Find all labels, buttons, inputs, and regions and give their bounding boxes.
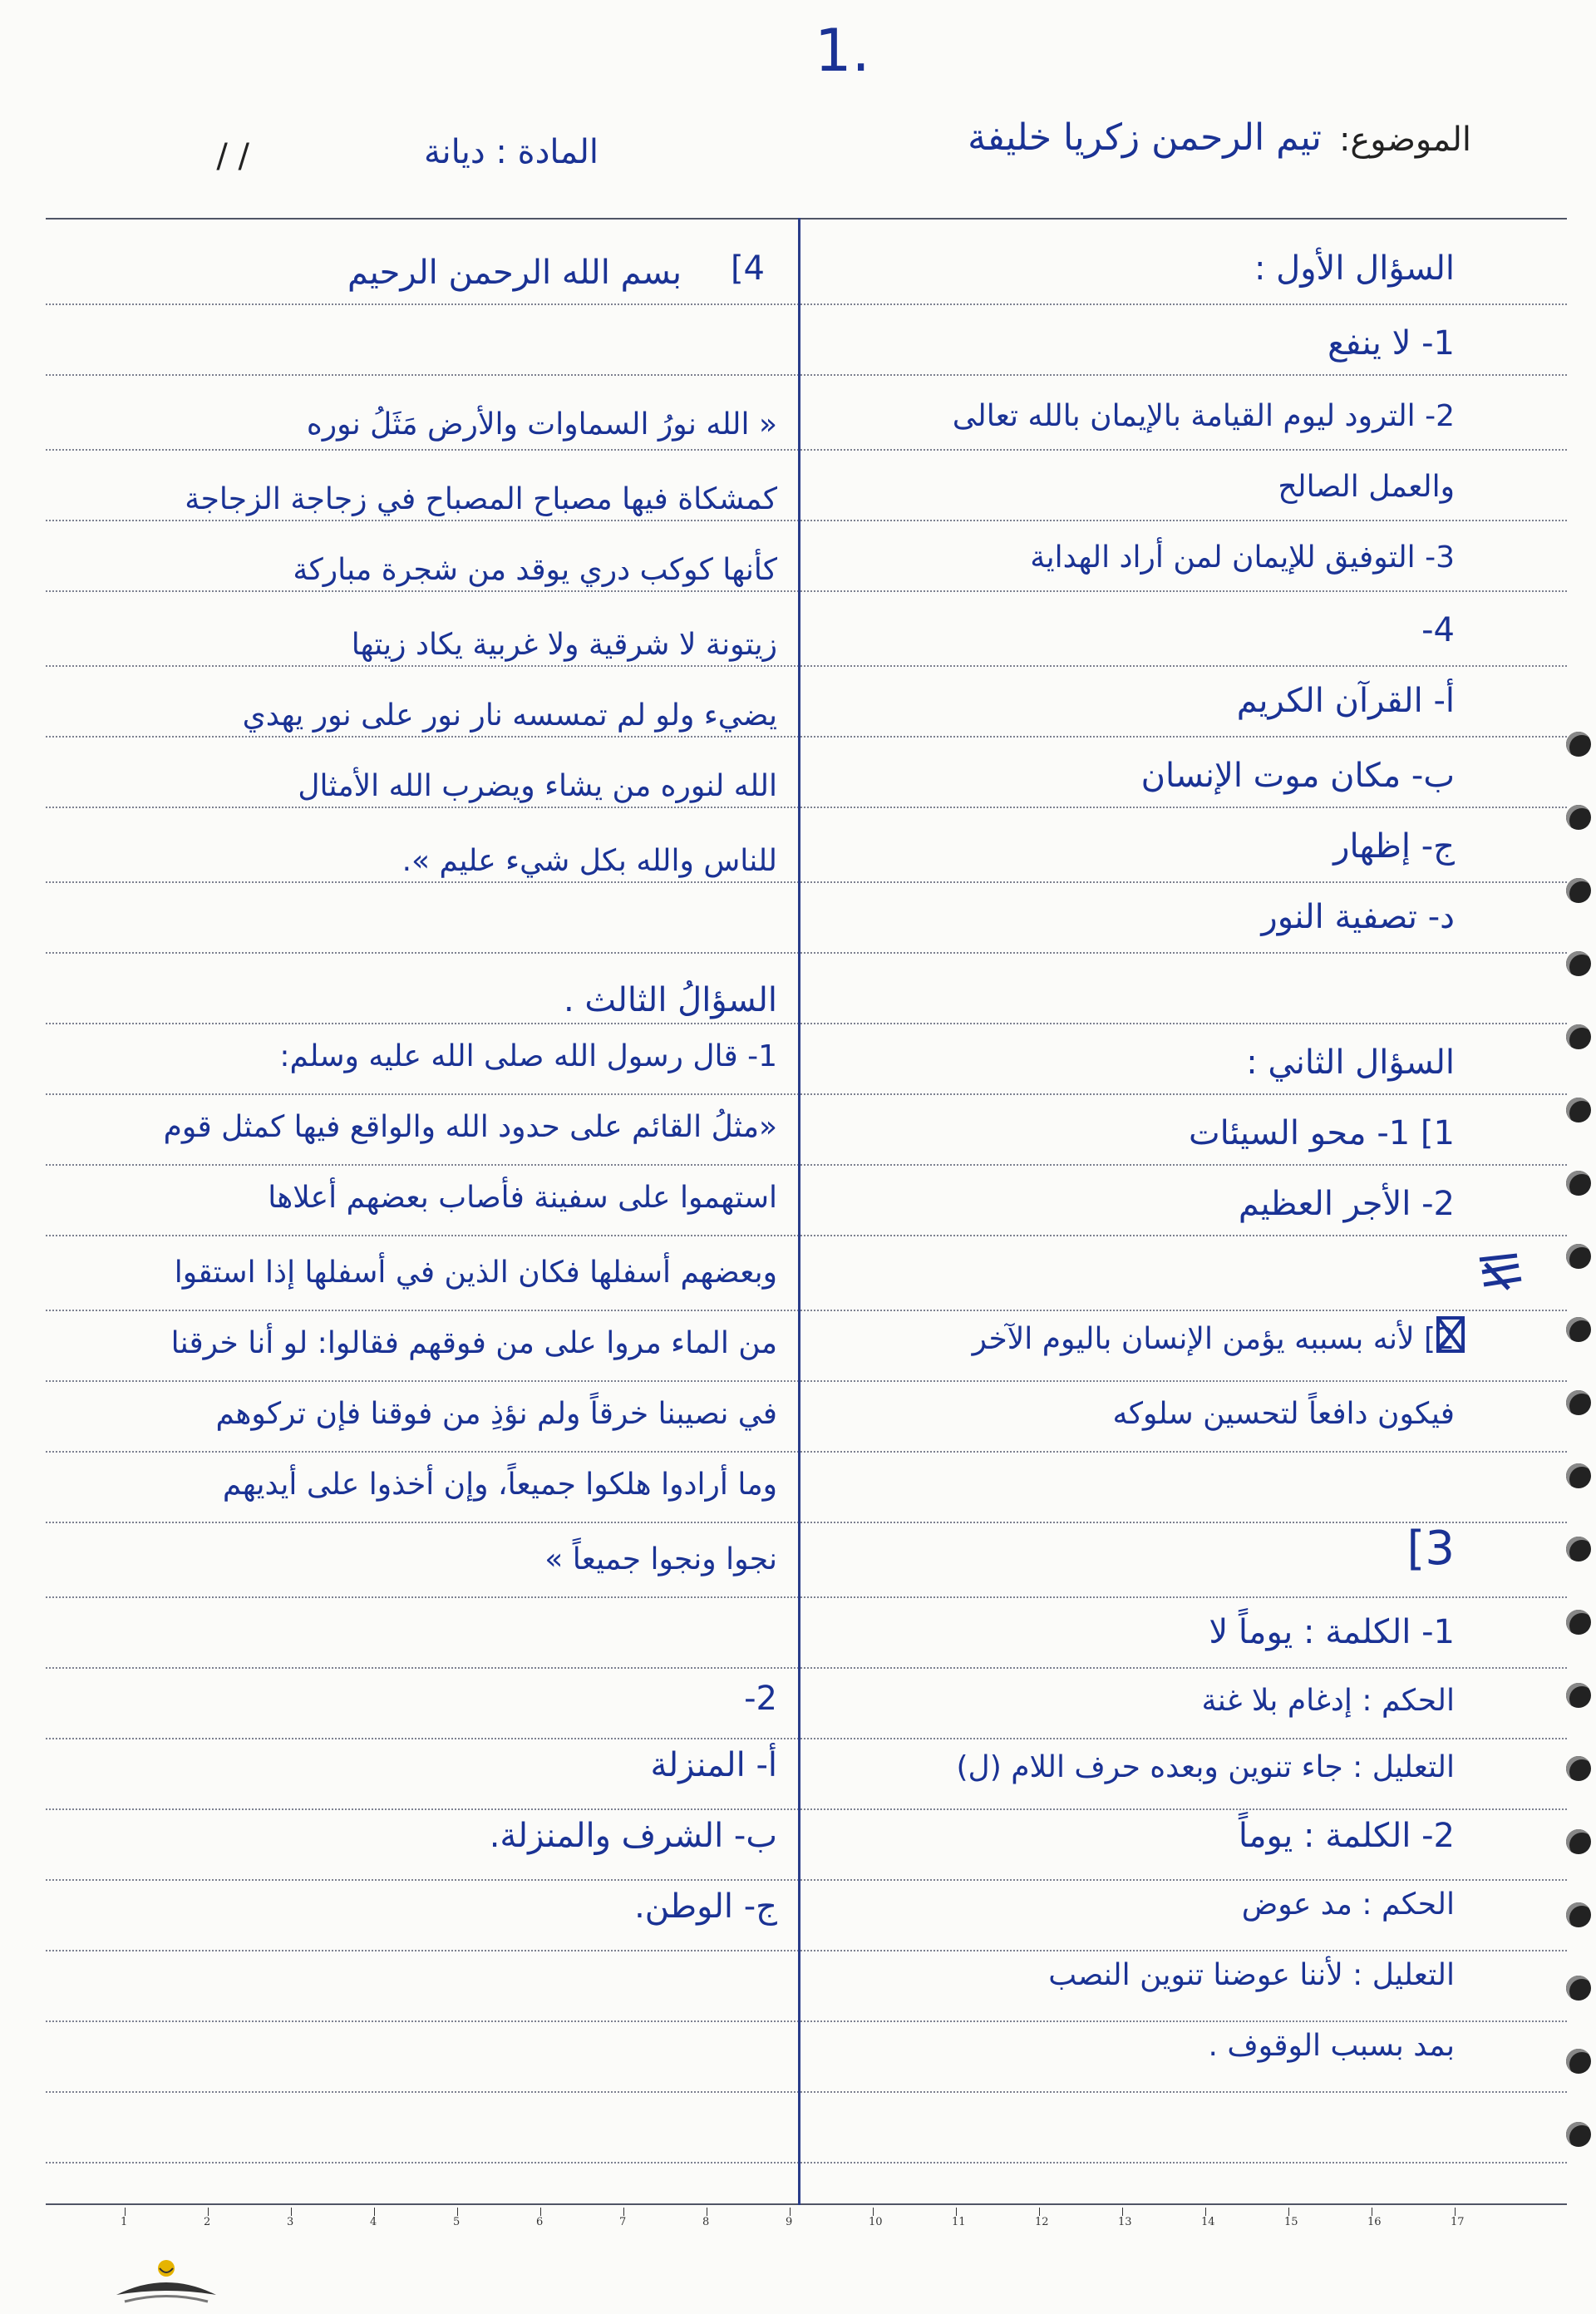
spiral-ring (1566, 732, 1591, 757)
q1-item-4a: أ- القرآن الكريم (1236, 682, 1455, 720)
spiral-ring (1566, 1317, 1591, 1342)
column-divider (798, 218, 800, 2205)
ruler-tick (291, 2208, 292, 2216)
ruler-tick (208, 2208, 209, 2216)
q3-r-item-3: التعليل : جاء تنوين وبعده حرف اللام (ل) (956, 1750, 1455, 1784)
ruled-line (46, 1451, 1567, 1453)
q3-2-item-a: أ- المنزلة (650, 1746, 777, 1784)
basmala: بسم الله الرحمن الرحيم (347, 254, 682, 292)
ruled-line (46, 1522, 1567, 1523)
q3-r-item-1: 1- الكلمة : يوماً لا (1209, 1613, 1455, 1651)
q1-item-3: 3- التوفيق للإيمان لمن أراد الهداية (1030, 540, 1455, 575)
spiral-ring (1566, 1902, 1591, 1927)
spiral-ring (1566, 1829, 1591, 1854)
ruler-label: 6 (536, 2216, 544, 2228)
ruler-label: 12 (1035, 2216, 1049, 2228)
spiral-ring (1566, 2122, 1591, 2147)
q3-1-line-2: «مثلُ القائم على حدود الله والواقع فيها كمثل قوم (163, 1110, 777, 1144)
ruler-label: 5 (453, 2216, 461, 2228)
q2-item-3-cont: فيكون دافعاً لتحسين سلوكه (1112, 1397, 1455, 1431)
spiral-ring (1566, 2049, 1591, 2074)
ruler-tick (1288, 2208, 1289, 2216)
q3-r-item-6: التعليل : لأننا عوضنا تنوين النصب (1048, 1958, 1455, 1992)
q3-marker: 3] (1406, 1522, 1455, 1576)
q3-1-line-3: استهموا على سفينة فأصاب بعضهم أعلاها (268, 1181, 777, 1215)
spiral-ring (1566, 1390, 1591, 1415)
spiral-ring (1566, 1244, 1591, 1269)
ruler-label: 13 (1118, 2216, 1132, 2228)
publisher-logo-icon (108, 2253, 224, 2312)
scribble-icon (1475, 1247, 1525, 1297)
q2-item-3: 2] لأنه بسببه يؤمن الإنسان باليوم الآخر (972, 1322, 1455, 1356)
spiral-ring (1566, 1024, 1591, 1049)
ruler-tick (790, 2208, 791, 2216)
ruled-line (46, 1093, 1567, 1095)
ruler-tick (1039, 2208, 1040, 2216)
verse-line-7: للناس والله بكل شيء عليم ». (401, 844, 777, 878)
ruled-line (46, 303, 1567, 305)
spiral-ring (1566, 1098, 1591, 1122)
ruler-label: 2 (204, 2216, 211, 2228)
q1-title: السؤال الأول : (1254, 249, 1455, 288)
spiral-ring (1566, 1171, 1591, 1196)
ruled-line (46, 1596, 1567, 1598)
ruler (46, 2208, 1509, 2233)
ruled-line (46, 2091, 1567, 2093)
q1-item-2: 2- الترود ليوم القيامة بالإيمان بالله تعالى (952, 399, 1455, 433)
q3-r-item-5: الحكم : مد عوض (1241, 1887, 1455, 1922)
ruler-label: 10 (869, 2216, 883, 2228)
spiral-ring (1566, 1683, 1591, 1708)
scribble-icon (1430, 1310, 1471, 1359)
ruled-line (46, 952, 1567, 954)
ruler-tick (1122, 2208, 1123, 2216)
ruled-line (46, 1738, 1567, 1739)
q3-2-label: 2- (744, 1680, 777, 1718)
ruler-tick (125, 2208, 126, 2216)
q1-item-2-cont: والعمل الصالح (1278, 470, 1455, 504)
spiral-ring (1566, 878, 1591, 903)
q3-1-line-4: وبعضهم أسفلها فكان الذين في أسفلها إذا استقوا (174, 1256, 777, 1290)
spiral-binding (1563, 732, 1596, 2228)
ruled-line (46, 1023, 1567, 1024)
ruler-tick (374, 2208, 375, 2216)
q3-1-line-1: 1- قال رسول الله صلى الله عليه وسلم: (279, 1039, 777, 1073)
ruler-label: 15 (1284, 2216, 1298, 2228)
q3-1-line-6: في نصيبنا خرقاً ولم نؤذِ من فوقنا فإن تركوهم (215, 1397, 777, 1431)
q3-2-item-c: ج- الوطن. (634, 1887, 777, 1926)
subject-label: الموضوع: (1338, 121, 1471, 159)
ruler-tick (457, 2208, 458, 2216)
q4-marker: 4] (730, 249, 765, 288)
q1-item-4c: ج- إظهار (1333, 827, 1455, 866)
verse-line-4: زيتونة لا شرقية ولا غربية يكاد زيتها (351, 628, 777, 662)
spiral-ring (1566, 1537, 1591, 1562)
ruled-line (46, 1235, 1567, 1236)
q2-item-2: 2- الأجر العظيم (1238, 1185, 1455, 1223)
ruled-line (46, 1380, 1567, 1382)
ruler-tick (1455, 2208, 1456, 2216)
q1-item-1: 1- لا ينفع (1328, 324, 1455, 363)
q3-r-item-4: 2- الكلمة : يوماً (1238, 1817, 1455, 1855)
verse-line-3: كأنها كوكب دري يوقد من شجرة مباركة (293, 553, 777, 587)
ruler-label: 4 (370, 2216, 377, 2228)
q3-r-item-2: الحكم : إدغام بلا غنة (1201, 1684, 1455, 1718)
ruler-tick (956, 2208, 957, 2216)
spiral-ring (1566, 805, 1591, 830)
ruler-tick (623, 2208, 624, 2216)
spiral-ring (1566, 1756, 1591, 1781)
course-label: المادة : ديانة (424, 133, 598, 171)
verse-line-2: كمشكاة فيها مصباح المصباح في زجاجة الزجاجة (185, 482, 777, 516)
ruler-label: 9 (786, 2216, 793, 2228)
q3-1-line-7: وما أرادوا هلكوا جميعاً، وإن أخذوا على أيديهم (222, 1468, 777, 1502)
ruled-line (46, 1808, 1567, 1810)
q2-title: السؤال الثاني : (1246, 1044, 1455, 1082)
ruled-line (46, 807, 1567, 808)
ruler-label: 11 (952, 2216, 966, 2228)
subject-value: تيم الرحمن زكريا خليفة (968, 116, 1322, 159)
ruler-tick (873, 2208, 874, 2216)
spiral-ring (1566, 1976, 1591, 2001)
ruler-label: 8 (702, 2216, 710, 2228)
page-bottom-line (46, 2203, 1567, 2205)
q1-item-4b: ب- مكان موت الإنسان (1140, 757, 1455, 795)
spiral-ring (1566, 1463, 1591, 1488)
page-number: 1. (815, 17, 870, 85)
ruled-line (46, 218, 1567, 220)
q3-1-line-8: نجوا ونجوا جميعاً » (544, 1542, 777, 1576)
q3-2-item-b: ب- الشرف والمنزلة. (489, 1817, 777, 1855)
ruler-tick (1205, 2208, 1206, 2216)
spiral-ring (1566, 951, 1591, 976)
q2-item-1: 1] 1- محو السيئات (1189, 1114, 1455, 1152)
ruled-line (46, 2162, 1567, 2164)
q3-title: السؤالُ الثالث . (564, 981, 777, 1019)
ruler-tick (540, 2208, 541, 2216)
ruler-label: 7 (619, 2216, 627, 2228)
q3-r-item-7: بمد بسبب الوقوف . (1208, 2029, 1455, 2063)
ruler-label: 16 (1367, 2216, 1382, 2228)
ruled-line (46, 520, 1567, 521)
ruled-line (46, 590, 1567, 592)
ruled-line (46, 374, 1567, 376)
verse-line-6: الله لنوره من يشاء ويضرب الله الأمثال (298, 769, 777, 803)
ruled-line (46, 2020, 1567, 2022)
ruler-label: 3 (287, 2216, 294, 2228)
q1-item-4: 4- (1421, 611, 1455, 649)
ruled-line (46, 449, 1567, 451)
spiral-ring (1566, 1610, 1591, 1635)
ruled-line (46, 1879, 1567, 1881)
ruled-line (46, 1164, 1567, 1166)
q3-1-line-5: من الماء مروا على من فوقهم فقالوا: لو أنا خرقنا (170, 1326, 777, 1360)
ruler-label: 1 (121, 2216, 128, 2228)
verse-line-1: « الله نورُ السماوات والأرض مَثَلُ نوره (306, 407, 777, 442)
q1-item-4d: د- تصفية النور (1261, 898, 1455, 936)
ruled-line (46, 665, 1567, 667)
ruled-line (46, 1310, 1567, 1311)
ruled-line (46, 881, 1567, 883)
ruled-line (46, 1950, 1567, 1951)
verse-line-5: يضيء ولو لم تمسسه نار نور على نور يهدي (242, 698, 777, 733)
header-slashes: / / (216, 137, 249, 175)
ruler-label: 17 (1451, 2216, 1465, 2228)
ruler-label: 14 (1201, 2216, 1215, 2228)
ruled-line (46, 1667, 1567, 1669)
ruled-line (46, 736, 1567, 738)
